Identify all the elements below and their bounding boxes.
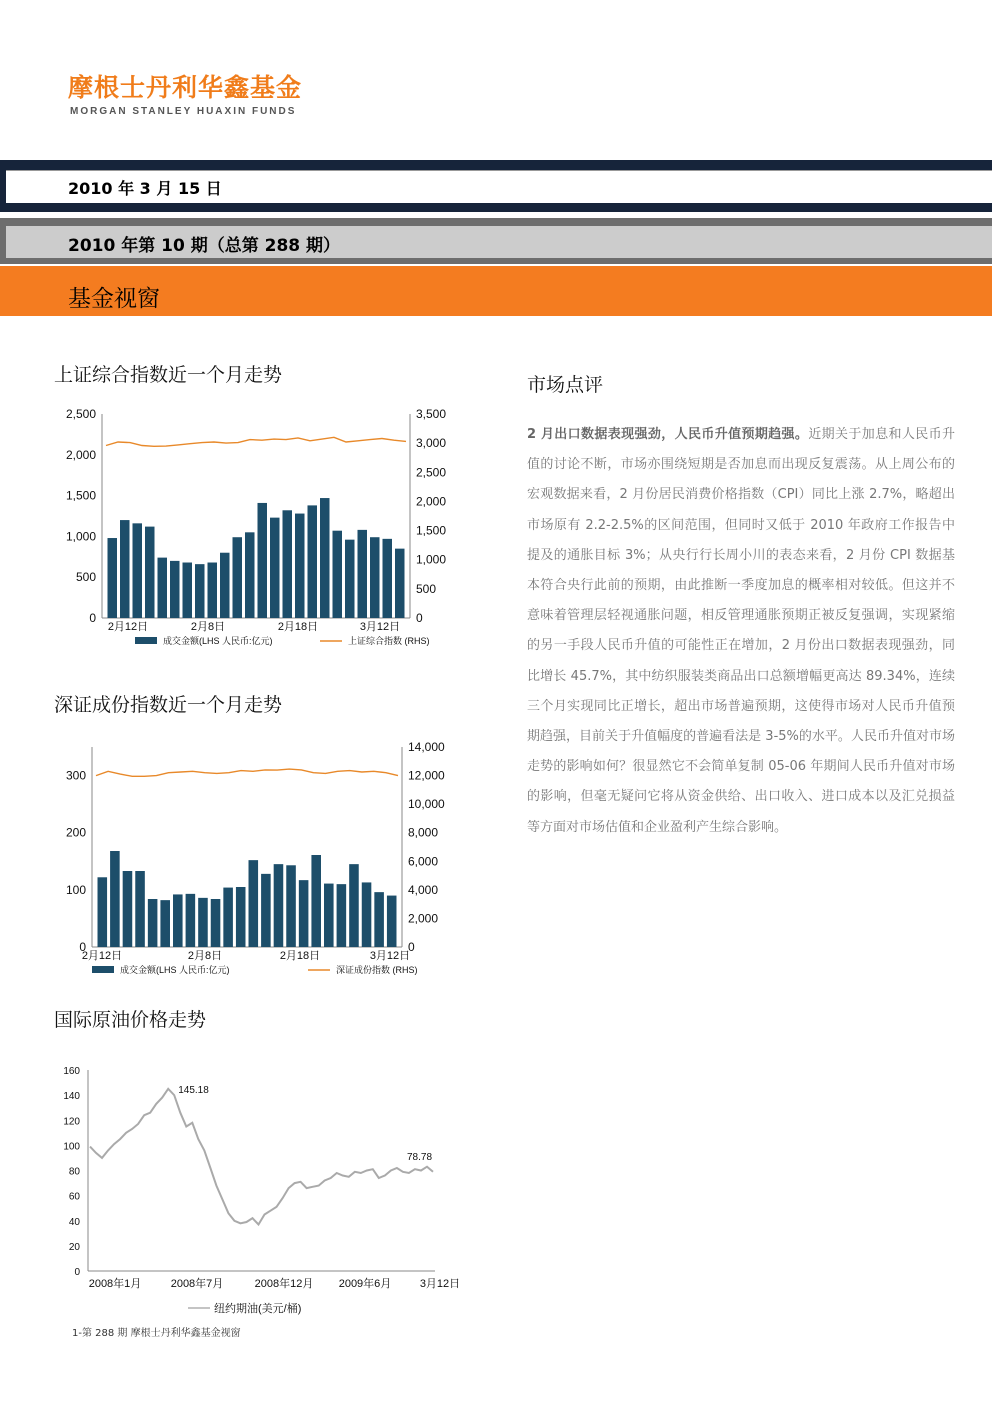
last-annotation: 78.78 — [407, 1151, 433, 1163]
index-line — [106, 437, 406, 446]
y-right-tick-label: 2,500 — [416, 465, 447, 480]
volume-bar — [270, 518, 280, 618]
y-right-tick-label: 1,000 — [416, 552, 447, 567]
volume-bar — [186, 894, 196, 947]
y-tick-label: 100 — [63, 1141, 80, 1153]
x-tick-label: 2008年1月 — [88, 1278, 142, 1290]
oil-price-line — [90, 1089, 433, 1225]
x-tick-label: 2月8日 — [187, 950, 223, 962]
legend-bar-label: 成交金额(LHS 人民币:亿元) — [120, 965, 230, 975]
volume-bar — [286, 865, 296, 947]
volume-bar — [333, 531, 343, 618]
y-tick-label: 40 — [68, 1216, 80, 1228]
x-tick-label: 2月12日 — [107, 621, 149, 633]
y-right-tick-label: 500 — [416, 581, 437, 596]
commentary-body: 近期关于加息和人民币升值的讨论不断，市场亦围绕短期是否加息而出现反复震荡。从上周公布的宏观数据来看，2 月份居民消费价格指数（CPI）同比上涨 2.7%，略超出市场原有 2.2-2.5%的区间范围，但同时又低于 2010 年政府工作报告中提及的通胀目标 3%；从央行行长周小川的表态来看，2 月份 CPI 数据基本符合央行此前的预期，由此推断一季度加息的概率相对较低。但这并不意味着管理层轻视通胀问题，相反管理通胀预期正被反复强调，实现紧缩的另一手段人民币升值的可能性正在增加，2 月份出口数据表现强劲，同比增长 45.7%，其中纺织服装类商品出口总额增幅更高达 89.34%，连续三个月实现同比正增长，超出市场普遍预期，这使得市场对人民币升值预期趋强，目前关于升值幅度的普遍看法是 3-5%的水平。人民币升值对市场走势的影响如何？很显然它不会简单复制 05-06 年期间人民币升值对市场的影响，但毫无疑问它将从资金供给、出口收入、进口成本以及汇兑损益等方面对市场估值和企业盈利产生综合影响。 — [527, 427, 955, 835]
volume-bar — [133, 523, 143, 618]
volume-bar — [358, 530, 368, 618]
shenzhen-chart-title: 深证成份指数近一个月走势 — [54, 694, 283, 716]
legend-bar-swatch — [135, 637, 157, 644]
volume-bar — [345, 540, 355, 618]
legend-line-label: 深证成份指数 (RHS) — [336, 965, 418, 975]
y-tick-label: 60 — [68, 1191, 80, 1203]
x-tick-label: 2009年6月 — [338, 1278, 392, 1290]
y-right-tick-label: 2,000 — [416, 494, 447, 509]
volume-bar — [158, 558, 168, 618]
y-right-tick-label: 4,000 — [408, 882, 439, 897]
volume-bar — [195, 564, 205, 618]
y-left-tick-label: 100 — [65, 882, 86, 897]
y-right-tick-label: 12,000 — [408, 768, 445, 783]
y-right-tick-label: 3,000 — [416, 436, 447, 451]
y-right-tick-label: 6,000 — [408, 854, 439, 869]
y-left-tick-label: 0 — [89, 611, 96, 625]
y-right-tick-label: 0 — [416, 611, 423, 625]
y-left-tick-label: 1,000 — [65, 529, 96, 544]
volume-bar — [223, 888, 233, 947]
volume-bar — [274, 864, 284, 947]
logo-chinese: 摩根士丹利华鑫基金 — [68, 73, 303, 102]
volume-bar — [258, 503, 268, 618]
volume-bar — [324, 884, 334, 947]
commentary-text — [527, 420, 955, 843]
volume-bar — [198, 898, 208, 947]
y-left-tick-label: 1,500 — [65, 488, 96, 503]
volume-bar — [108, 538, 118, 618]
y-left-tick-label: 200 — [65, 825, 86, 840]
legend-line-label: 上证综合指数 (RHS) — [348, 636, 430, 646]
x-tick-label: 2008年12月 — [254, 1278, 314, 1290]
volume-bar — [261, 874, 271, 947]
y-tick-label: 20 — [68, 1241, 80, 1253]
volume-bar — [295, 514, 305, 618]
volume-bar — [387, 896, 397, 947]
legend-label: 纽约期油(美元/桶) — [214, 1303, 302, 1315]
volume-bar — [208, 563, 218, 618]
volume-bar — [123, 871, 133, 947]
x-tick-label: 2月8日 — [190, 621, 226, 633]
shanghai-chart-title: 上证综合指数近一个月走势 — [54, 364, 283, 386]
volume-bar — [245, 532, 255, 618]
volume-bar — [110, 851, 120, 947]
x-tick-label: 3月12日 — [369, 950, 411, 962]
shanghai-chart — [40, 400, 460, 655]
volume-bar — [183, 563, 193, 618]
y-left-tick-label: 500 — [75, 570, 96, 585]
y-tick-label: 140 — [63, 1091, 80, 1103]
index-line — [96, 769, 398, 776]
volume-bar — [160, 900, 170, 947]
legend-bar-label: 成交金额(LHS 人民币:亿元) — [163, 636, 273, 646]
volume-bar — [170, 561, 180, 618]
volume-bar — [337, 884, 347, 947]
volume-bar — [148, 899, 158, 947]
publication-date: 2010 年 3 月 15 日 — [68, 179, 222, 198]
volume-bar — [220, 553, 230, 618]
y-right-tick-label: 3,500 — [416, 407, 447, 421]
volume-bar — [98, 877, 108, 947]
volume-bar — [211, 899, 221, 947]
volume-bar — [236, 887, 246, 947]
x-tick-label: 2月12日 — [81, 950, 123, 962]
y-right-tick-label: 2,000 — [408, 911, 439, 926]
oil-chart — [40, 1058, 460, 1318]
x-tick-label: 3月12日 — [419, 1278, 460, 1290]
y-right-tick-label: 10,000 — [408, 797, 445, 812]
legend-bar-swatch — [92, 966, 114, 973]
volume-bar — [283, 510, 293, 618]
commentary-lead: 2 月出口数据表现强劲，人民币升值预期趋强。 — [527, 427, 809, 442]
y-tick-label: 80 — [68, 1166, 80, 1178]
volume-bar — [135, 871, 145, 947]
x-tick-label: 2月18日 — [277, 621, 319, 633]
peak-annotation: 145.18 — [178, 1084, 209, 1096]
volume-bar — [374, 892, 384, 947]
y-tick-label: 160 — [63, 1066, 80, 1077]
x-tick-label: 2008年7月 — [170, 1278, 224, 1290]
page-footer: 1-第 288 期 摩根士丹利华鑫基金视窗 — [72, 1328, 241, 1339]
shenzhen-chart — [40, 735, 460, 980]
volume-bar — [362, 882, 372, 947]
x-tick-label: 2月18日 — [279, 950, 321, 962]
volume-bar — [173, 894, 183, 947]
oil-chart-title: 国际原油价格走势 — [54, 1009, 207, 1031]
commentary-title: 市场点评 — [527, 374, 604, 396]
volume-bar — [349, 864, 359, 947]
section-title: 基金视窗 — [68, 286, 160, 312]
y-left-tick-label: 2,500 — [65, 407, 96, 421]
y-right-tick-label: 0 — [408, 940, 415, 954]
y-tick-label: 120 — [63, 1116, 80, 1128]
y-left-tick-label: 2,000 — [65, 447, 96, 462]
volume-bar — [120, 520, 130, 618]
x-tick-label: 3月12日 — [359, 621, 401, 633]
volume-bar — [233, 537, 243, 618]
logo-english: MORGAN STANLEY HUAXIN FUNDS — [70, 106, 297, 117]
volume-bar — [395, 549, 405, 618]
volume-bar — [145, 527, 155, 618]
y-right-tick-label: 1,500 — [416, 523, 447, 538]
issue-number: 2010 年第 10 期（总第 288 期） — [68, 236, 341, 256]
volume-bar — [383, 539, 393, 618]
y-left-tick-label: 300 — [65, 768, 86, 783]
y-left-tick-label: 0 — [79, 940, 86, 954]
volume-bar — [299, 880, 309, 947]
volume-bar — [320, 498, 330, 618]
y-right-tick-label: 14,000 — [408, 740, 445, 754]
volume-bar — [370, 537, 380, 618]
volume-bar — [249, 860, 259, 947]
y-right-tick-label: 8,000 — [408, 825, 439, 840]
volume-bar — [311, 855, 321, 947]
y-tick-label: 0 — [74, 1267, 80, 1278]
volume-bar — [308, 505, 318, 618]
